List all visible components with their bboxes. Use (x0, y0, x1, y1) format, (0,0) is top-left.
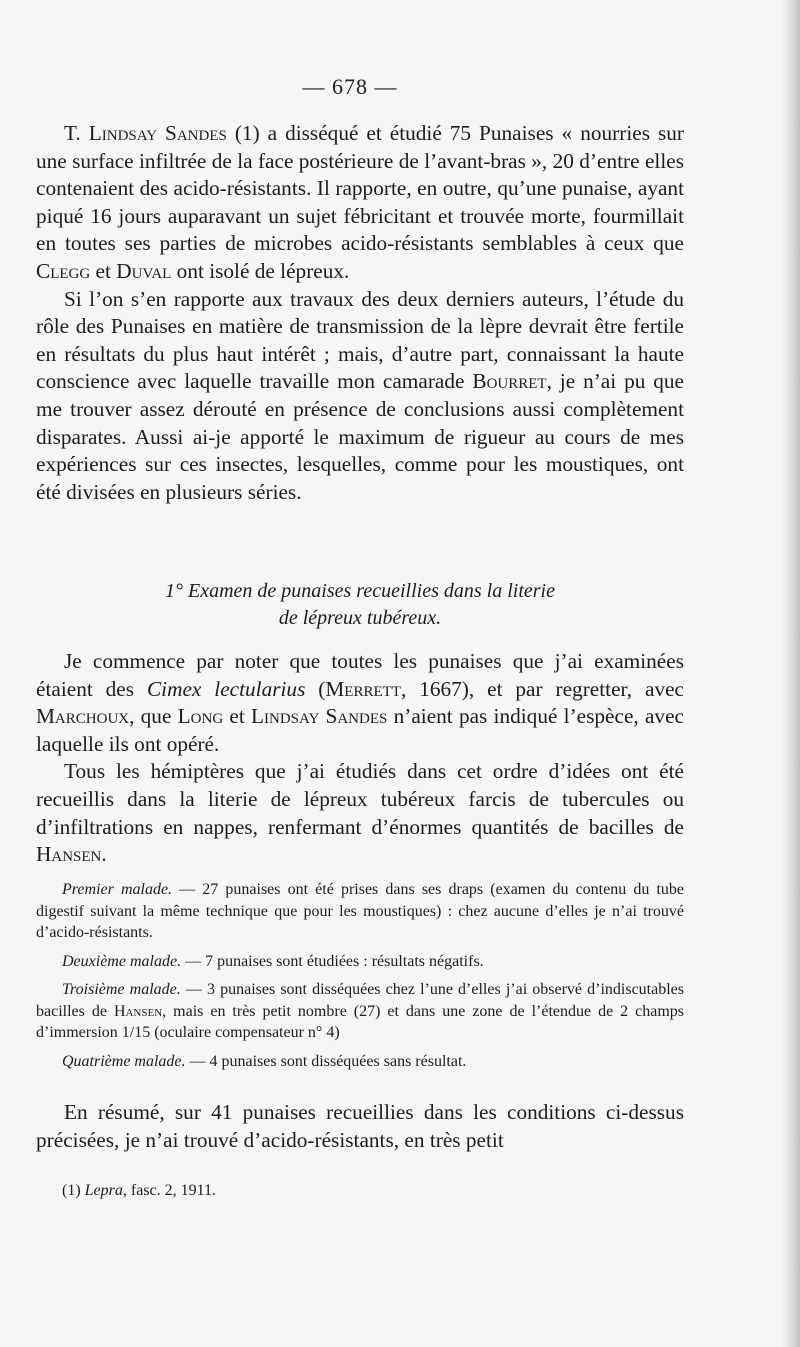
body-text (36, 648, 684, 869)
author-name: T. Lindsay Sandes (64, 121, 227, 145)
case-item: Premier malade. — 27 punaises ont été prises dans ses draps (examen du contenu du tube digestif suivant la même technique que pour les moustiques) : chez aucune d’elles je n’ai trouvé d’acido-résistants. (36, 881, 685, 941)
author-lindsay-sandes: Lindsay Sandes (250, 704, 388, 729)
section-heading (36, 578, 684, 632)
summary-paragraph: En résumé, sur 41 punaises recueillies dans les conditions ci-dessus précisées, je n’ai trouvé d’acido-résistants, en très petit (36, 1100, 684, 1152)
section-heading-line-2: de lépreux tubéreux. (278, 607, 442, 629)
author-clegg: Clegg (36, 258, 91, 283)
author-hansen: Hansen (36, 842, 102, 867)
author-hansen: Hansen (113, 1002, 163, 1020)
case-title: Premier malade. (62, 881, 173, 898)
footnote: (1) Lepra, fasc. 2, 1911. (62, 1182, 217, 1199)
paragraph-4: Tous les hémiptères que j’ai étudiés dans cet ordre d’idées ont été recueillis dans la literie de lépreux tubéreux farcis de tubercules ou d’infiltrations en nappes, renfermant d’énormes quantités de bacilles de Hansen. (36, 759, 684, 867)
case-title: Troisième malade. (62, 981, 181, 998)
species-name: Cimex lectularius (146, 676, 306, 701)
author-merrett: Merrett (325, 676, 401, 701)
journal-name: Lepra (84, 1182, 123, 1199)
page-edge-shadow (782, 0, 800, 1347)
case-title: Quatrième malade. (62, 1052, 186, 1070)
paragraph-1: T. Lindsay Sandes (1) a disséqué et étudié 75 Punaises « nourries sur une surface infiltrée de la face postérieure de l’avant-bras », 20 d’entre elles contenaient des acido-résistants. Il rapporte, en outre, qu’une punaise, ayant piqué 16 jours auparavant un sujet fébricitant et trouvée morte, fourmillait en toutes ses parties de microbes acido-résistants semblables à ceux que Clegg et Duval ont isolé de lépreux. (36, 121, 684, 283)
paragraph-3: Je commence par noter que toutes les punaises que j’ai examinées étaient des Cimex lectularius (Merrett, 1667), et par regretter, avec Marchoux, que Long et Lindsay Sandes n’aient pas indiqué l’espèce, avec laquelle ils ont opéré. (36, 649, 684, 756)
author-bourret: Bourret (472, 369, 547, 394)
case-item: Quatrième malade. — 4 punaises sont disséquées sans résultat. (62, 1052, 467, 1070)
case-list (36, 879, 684, 1079)
author-long: Long (177, 704, 224, 729)
summary-text (36, 1098, 684, 1154)
paragraph-2: Si l’on s’en rapporte aux travaux des deux derniers auteurs, l’étude du rôle des Punaises en matière de transmission de la lèpre devrait être fertile en résultats du plus haut intérêt ; mais, d’autre part, connaissant la haute conscience avec laquelle travaille mon camarade Bourret, je n’ai pu que me trouver assez dérouté en présence de conclusions aussi complètement disparates. Aussi ai-je apporté le maximum de rigueur au cours de mes expériences sur ces insectes, lesquelles, comme pour les moustiques, ont été divisées en plusieurs séries. (36, 286, 685, 504)
page-number: — 678 — (302, 74, 398, 99)
intro-text (36, 120, 684, 506)
case-item: Troisième malade. — 3 punaises sont disséquées chez l’une d’elles j’ai observé d’indiscutables bacilles de Hansen, mais en très petit nombre (27) et dans une zone de l’étendue de 2 champs d’immersion 1/15 (oculaire compensateur n° 4) (36, 981, 685, 1041)
case-item: Deuxième malade. — 7 punaises sont étudiées : résultats négatifs. (62, 952, 484, 970)
author-marchoux: Marchoux (36, 704, 130, 729)
section-heading-line-1: 1° Examen de punaises recueillies dans la literie (165, 580, 555, 602)
case-title: Deuxième malade. (62, 952, 182, 970)
author-duval: Duval (116, 258, 172, 283)
